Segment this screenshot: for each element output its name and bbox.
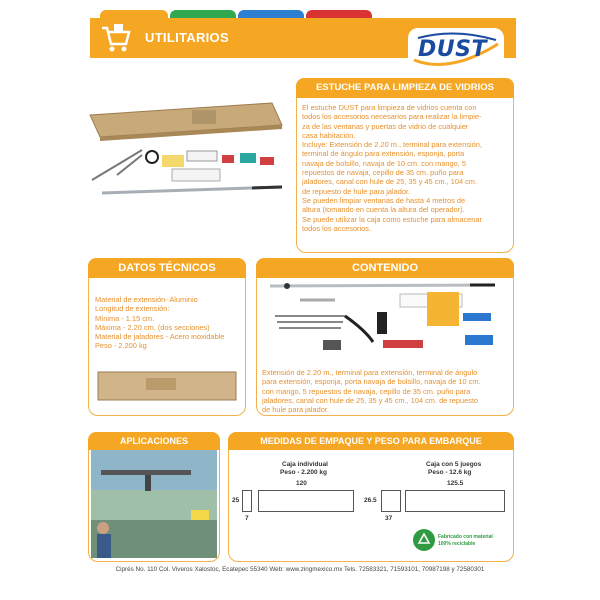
estuche-line: casa habitación.	[302, 130, 356, 140]
cinco-depth: 37	[385, 515, 393, 522]
estuche-line: za de las ventanas y puertas de vidrio de cualquier	[302, 121, 469, 131]
individual-label: Caja individual	[282, 461, 328, 468]
medidas-heading: MEDIDAS DE EMPAQUE Y PESO PARA EMBARQUE	[228, 432, 514, 450]
application-photo	[91, 450, 217, 558]
individual-weight: Peso - 2.200 kg	[280, 469, 327, 476]
datos-line: Peso - 2.200 kg	[95, 341, 147, 351]
brand-logo: DUST	[418, 37, 487, 62]
contenido-line: Extensión de 2.20 m., terminal para extensión, terminal de ángulo	[262, 368, 478, 377]
individual-length: 120	[296, 480, 307, 487]
cart-icon	[98, 20, 132, 54]
individual-depth: 7	[245, 515, 249, 522]
datos-line: Material de extensión- Aluminio	[95, 295, 198, 304]
cinco-label: Caja con 5 juegos	[426, 461, 482, 468]
contenido-line: de hule para jalador.	[262, 405, 329, 415]
page-title: UTILITARIOS	[145, 30, 229, 45]
contenido-line: con mango, 5 repuestos de navaja, cepillo de 35 cm. puño para	[262, 386, 471, 396]
recycle-icon	[412, 528, 436, 552]
individual-side-rect	[258, 490, 354, 512]
datos-line: Longitud de extensión:	[95, 304, 170, 314]
estuche-line: Incluye: Extensión de 2.20 m., terminal para extensión,	[302, 140, 482, 150]
datos-line: Máxima - 2.20 cm. (dos secciones)	[95, 322, 210, 332]
datos-line: Material de jaladores - Acero inoxidable	[95, 332, 225, 342]
individual-height: 25	[232, 497, 240, 504]
box-photo	[96, 370, 238, 402]
estuche-line: repuestos de navaja, cepillo de 35 cm. puño para	[302, 168, 464, 178]
cinco-height: 26.5	[364, 497, 377, 504]
cinco-length: 125.5	[447, 480, 464, 487]
estuche-line: jaladores, canal con hule de 25, 35 y 45 cm., 104 cm.	[302, 177, 478, 187]
contenido-line: jaladores, canal con hule de 25, 35 y 45 cm., 104 cm. de repuesto	[262, 395, 479, 405]
estuche-line: navaja de bolsillo, navaja de 10 cm. con mango, 5	[302, 158, 466, 168]
estuche-line: Se puede utilizar la caja como estuche para almacenar	[302, 214, 482, 224]
individual-front-rect	[242, 490, 252, 512]
contenido-description	[262, 368, 512, 414]
footer-contact: Ciprés No. 110 Col. Viveros Xalostoc, Ecatepec 55340 Web: www.zingmexico.mx Tels. 72583321, 71593101, 70987198 y 72580301	[115, 566, 485, 573]
estuche-line: todos los accesorios necesarios para realizar la limpie-	[302, 112, 482, 122]
estuche-line: El estuche DUST para limpieza de vidrios cuenta con	[302, 103, 477, 112]
contenido-line: para extensión, esponja, porta navaja de bolsillo, navaja de 10 cm.	[262, 377, 481, 387]
cinco-side-rect	[405, 490, 505, 512]
contenido-heading: CONTENIDO	[256, 258, 514, 278]
estuche-heading: ESTUCHE PARA LIMPIEZA DE VIDRIOS	[296, 78, 514, 98]
aplicaciones-heading: APLICACIONES	[88, 432, 220, 450]
datos-list	[95, 295, 245, 351]
estuche-line: altura (tomando en cuenta la altura del operador).	[302, 205, 465, 215]
estuche-line: de repuesto de hule para jalador.	[302, 186, 411, 196]
estuche-line: terminal de ángulo para extensión, esponja, porta	[302, 149, 465, 159]
datos-line: Mínima - 1.15 cm.	[95, 313, 155, 323]
estuche-description	[302, 103, 510, 233]
recycle-text-1: Fabricado con material	[438, 534, 493, 540]
datos-heading: DATOS TÉCNICOS	[88, 258, 246, 278]
estuche-line: todos los accesorios.	[302, 223, 372, 233]
contents-photo	[265, 280, 510, 365]
cinco-front-rect	[381, 490, 401, 512]
cinco-weight: Peso - 12.6 kg	[428, 469, 472, 476]
recycle-text-2: 100% reciclable	[438, 541, 476, 547]
product-photo-kit	[82, 95, 292, 210]
estuche-line: Se pueden limpiar ventanas de hasta 4 metros de	[302, 195, 466, 205]
